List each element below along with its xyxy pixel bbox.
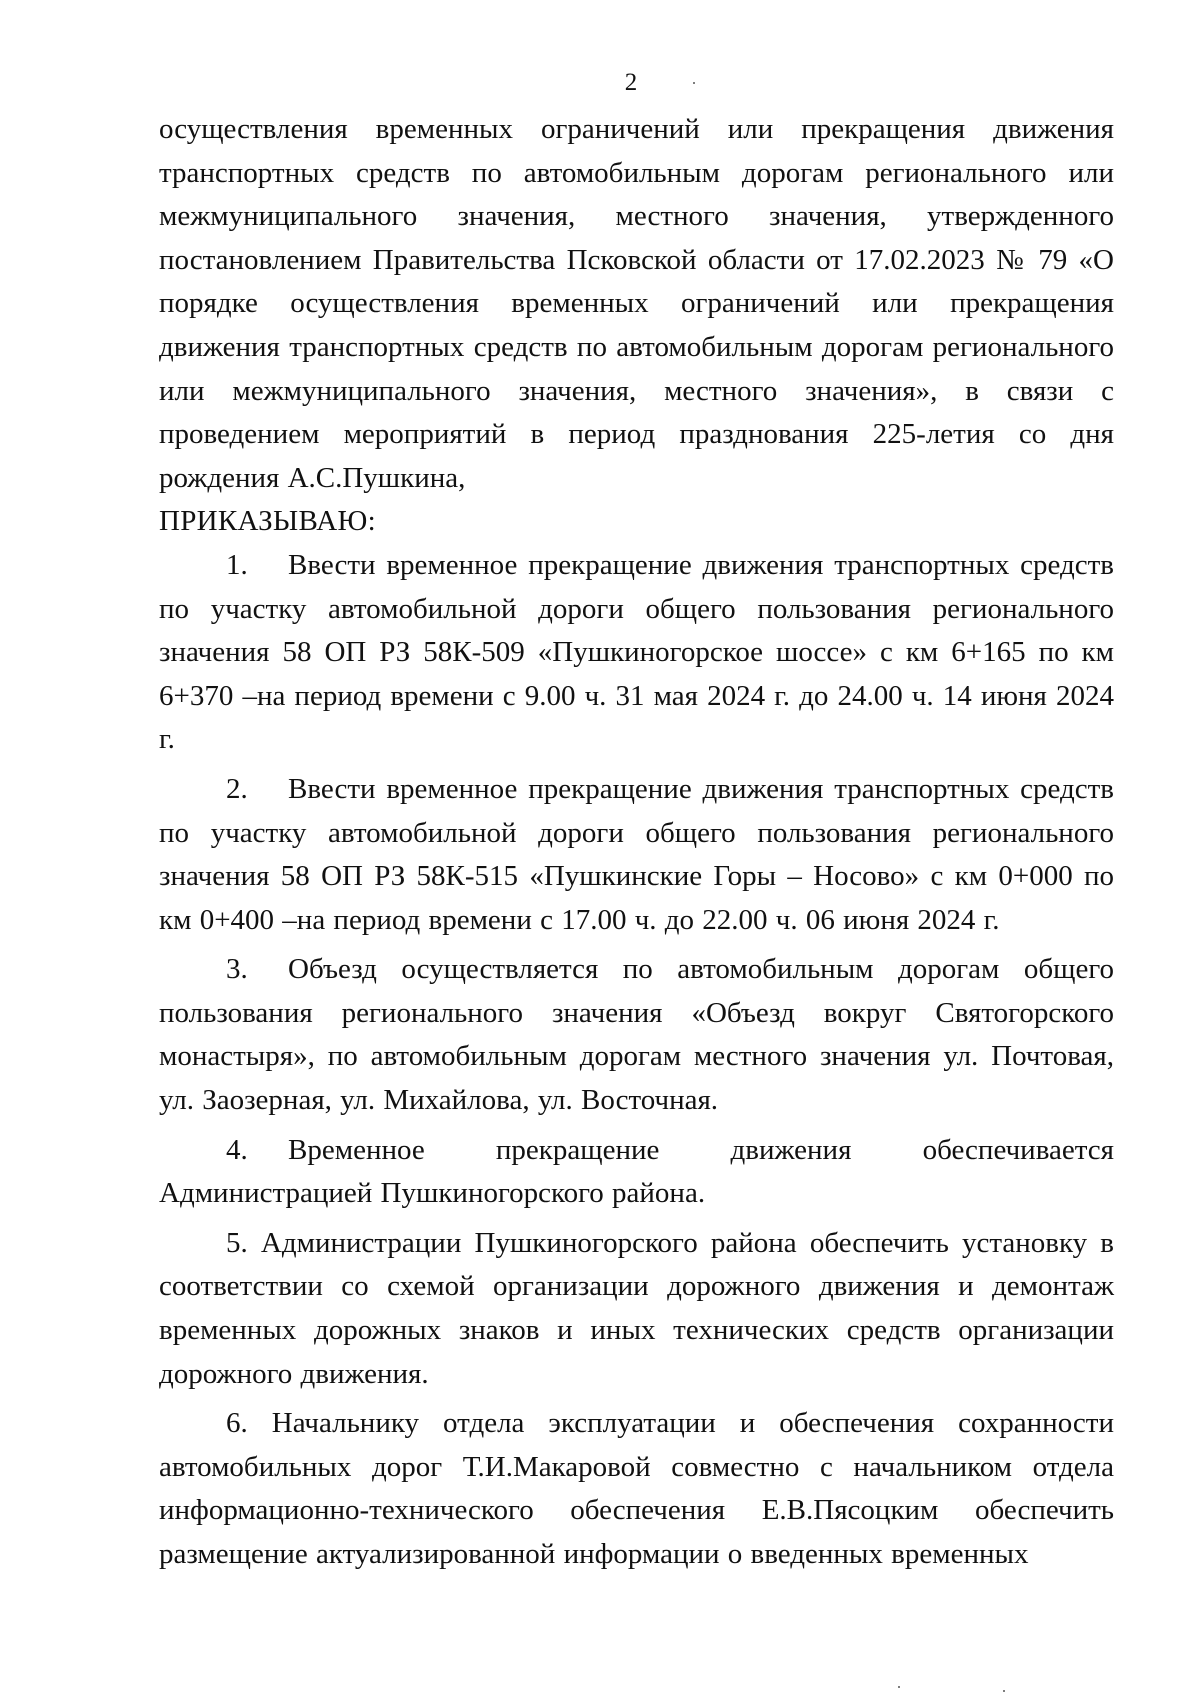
- order-item-number: 6.: [226, 1407, 248, 1440]
- order-item-text: Ввести временное прекращение движения транспортных средств по участку автомобильной дороги общего пользования регионального значения 58 ОП РЗ 58К-515 «Пушкинские Горы – Носово» с км 0+000 по км 0+400 –на период времени с 17.00 ч. до 22.00 ч. 06 июня 2024 г.: [159, 772, 1114, 936]
- order-item-text: Временное прекращение движения обеспечивается Администрацией Пушкиногорского района.: [159, 1133, 1114, 1210]
- scan-speck: [693, 82, 695, 84]
- order-item-2: [159, 768, 1114, 942]
- page-number: 2: [624, 69, 638, 96]
- order-item-4: [159, 1129, 1114, 1216]
- order-item-6: [159, 1402, 1114, 1576]
- order-item-text: Ввести временное прекращение движения транспортных средств по участку автомобильной дороги общего пользования регионального значения 58 ОП РЗ 58К-509 «Пушкиногорское шоссе» с км 6+165 по км 6+370 –на период времени с 9.00 ч. 31 мая 2024 г. до 24.00 ч. 14 июня 2024 г.: [159, 548, 1114, 756]
- order-item-text: Начальнику отдела эксплуатации и обеспечения сохранности автомобильных дорог Т.И.Макаровой совместно с начальником отдела информационно-технического обеспечения Е.В.Пясоцким обеспечить размещение актуализированной информации о введенных временных: [159, 1407, 1114, 1570]
- scan-speck: [898, 1686, 900, 1688]
- order-item-1: [159, 544, 1114, 762]
- order-item-number: 5.: [226, 1226, 248, 1259]
- order-item-5: [159, 1222, 1114, 1396]
- order-item-number: 2.: [226, 772, 248, 805]
- scan-speck: [1003, 1690, 1005, 1692]
- order-item-3: [159, 948, 1114, 1122]
- order-item-text: Объезд осуществляется по автомобильным дорогам общего пользования регионального значения «Объезд вокруг Святогорского монастыря», по автомобильным дорогам местного значения ул. Почтовая, ул. Заозерная, ул. Михайлова, ул. Восточная.: [159, 953, 1114, 1117]
- order-item-number: 4.: [226, 1133, 248, 1166]
- order-item-number: 3.: [226, 953, 248, 986]
- document-body: [159, 108, 1114, 1577]
- order-item-text: Администрации Пушкиногорского района обеспечить установку в соответствии со схемой организации дорожного движения и демонтаж временных дорожных знаков и иных технических средств организации дорожного движения.: [159, 1226, 1114, 1390]
- order-heading: ПРИКАЗЫВАЮ:: [159, 505, 377, 538]
- intro-paragraph: осуществления временных ограничений или прекращения движения транспортных средств по автомобильным дорогам регионального или межмуниципального значения, местного значения, утвержденного постановлением Правительства Псковской области от 17.02.2023 № 79 «О порядке осуществления временных ограничений или прекращения движения транспортных средств по автомобильным дорогам регионального или межмуниципального значения, местного значения», в связи с проведением мероприятий в период празднования 225-летия со дня рождения А.С.Пушкина,: [159, 113, 1114, 494]
- order-item-number: 1.: [226, 548, 248, 581]
